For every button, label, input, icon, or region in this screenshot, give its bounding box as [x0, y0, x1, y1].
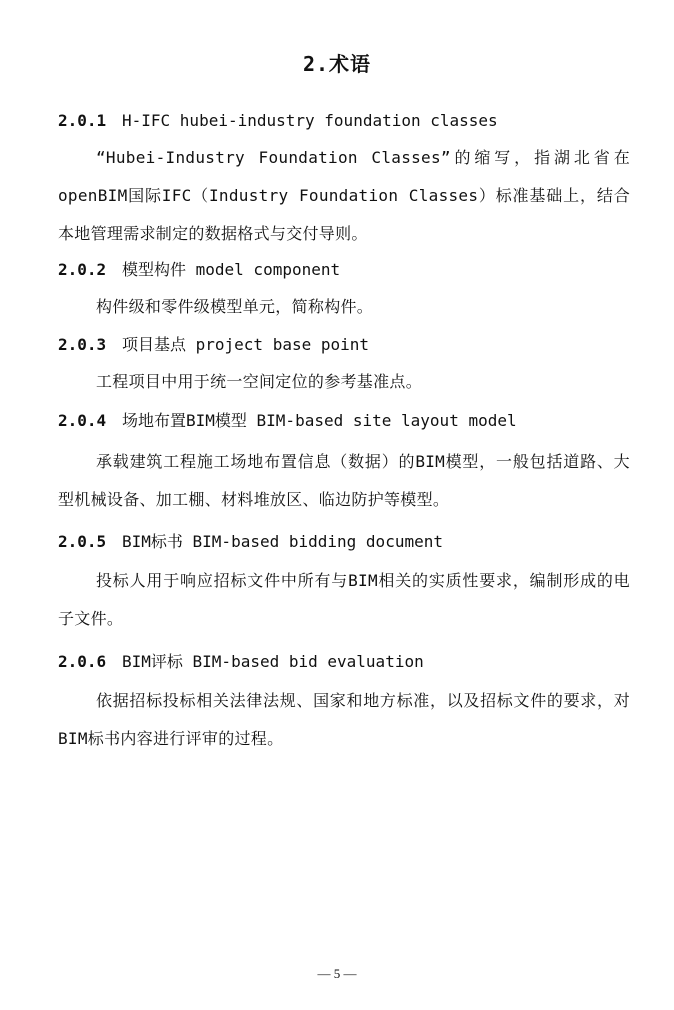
term-definition-2-0-4: 承载建筑工程施工场地布置信息（数据）的BIM模型，一般包括道路、大型机械设备、加工棚、材料堆放区、临边防护等模型。: [58, 452, 630, 509]
term-heading-2-0-2: [58, 259, 340, 281]
term-heading-2-0-6: [58, 651, 424, 673]
term-definition-2-0-3: 工程项目中用于统一空间定位的参考基准点。: [96, 372, 423, 391]
term-name: 项目基点 project base point: [122, 335, 370, 354]
term-name: 场地布置BIM模型 BIM-based site layout model: [122, 411, 517, 430]
term-definition-2-0-2: 构件级和零件级模型单元，简称构件。: [96, 297, 374, 316]
term-heading-2-0-3: [58, 334, 369, 356]
term-heading-2-0-5: [58, 531, 443, 553]
term-definition-2-0-5: 投标人用于响应招标文件中所有与BIM相关的实质性要求，编制形成的电子文件。: [58, 571, 630, 628]
term-number: 2.0.3: [58, 335, 107, 354]
term-number: 2.0.4: [58, 411, 107, 430]
term-name: H-IFC hubei-industry foundation classes: [122, 111, 498, 130]
term-number: 2.0.6: [58, 652, 107, 671]
term-definition-2-0-1: “Hubei-Industry Foundation Classes”的缩写，指湖北省在openBIM国际IFC（Industry Foundation Classes）标准基础上，结合本地管理需求制定的数据格式与交付导则。: [58, 148, 630, 243]
term-number: 2.0.2: [58, 260, 107, 279]
term-name: BIM标书 BIM-based bidding document: [122, 532, 443, 551]
page-number: — 5 —: [317, 966, 357, 981]
term-heading-2-0-4: [58, 410, 517, 432]
term-heading-2-0-1: [58, 110, 498, 132]
term-number: 2.0.1: [58, 111, 107, 130]
page-title: 2.术语: [302, 52, 372, 76]
term-name: 模型构件 model component: [122, 260, 341, 279]
term-name: BIM评标 BIM-based bid evaluation: [122, 652, 424, 671]
term-number: 2.0.5: [58, 532, 107, 551]
term-definition-2-0-6: 依据招标投标相关法律法规、国家和地方标准，以及招标文件的要求，对BIM标书内容进行评审的过程。: [58, 691, 630, 748]
